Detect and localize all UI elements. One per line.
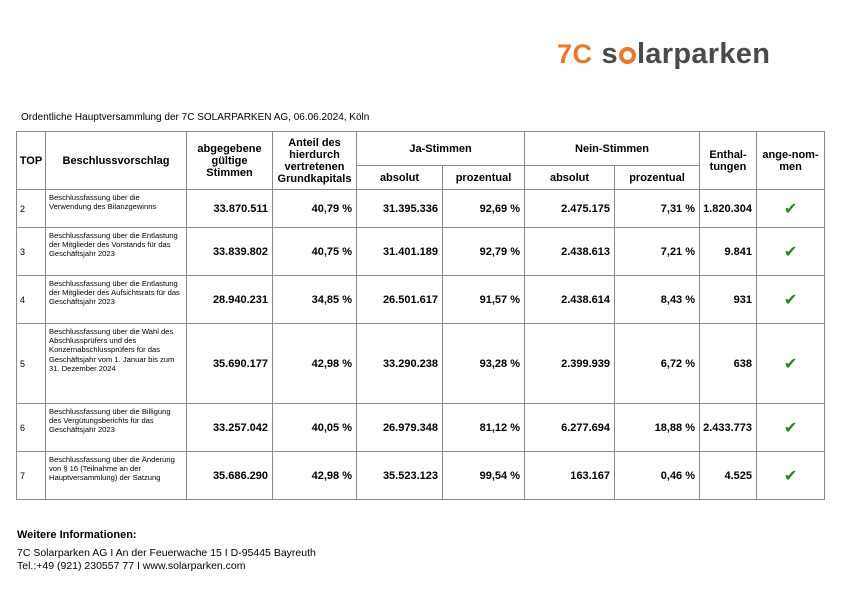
- check-icon: ✔: [757, 404, 825, 452]
- cell-share: 40,05 %: [273, 404, 357, 452]
- cell-no-percent: 6,72 %: [615, 324, 700, 404]
- header-resolution: Beschlussvorschlag: [46, 132, 187, 190]
- cell-abstentions: 4.525: [700, 452, 757, 500]
- cell-abstentions: 9.841: [700, 228, 757, 276]
- cell-yes-absolute: 33.290.238: [357, 324, 443, 404]
- company-address: 7C Solarparken AG I An der Feuerwache 15 I D-95445 Bayreuth: [17, 547, 316, 559]
- cell-yes-percent: 92,69 %: [443, 190, 525, 228]
- cell-yes-absolute: 35.523.123: [357, 452, 443, 500]
- cell-share: 40,79 %: [273, 190, 357, 228]
- header-no-absolute: absolut: [525, 166, 615, 190]
- info-heading: Weitere Informationen:: [17, 529, 137, 541]
- cell-yes-percent: 92,79 %: [443, 228, 525, 276]
- cell-no-percent: 7,21 %: [615, 228, 700, 276]
- cell-abstentions: 931: [700, 276, 757, 324]
- header-top: TOP: [17, 132, 46, 190]
- cell-share: 42,98 %: [273, 452, 357, 500]
- table-row: [17, 276, 825, 324]
- header-yes-votes: Ja-Stimmen: [357, 132, 525, 166]
- cell-votes-cast: 35.686.290: [187, 452, 273, 500]
- cell-yes-percent: 91,57 %: [443, 276, 525, 324]
- logo-number: 7C: [557, 38, 593, 69]
- header-yes-percent: prozentual: [443, 166, 525, 190]
- cell-share: 40,75 %: [273, 228, 357, 276]
- header-votes-cast: abgegebene gültige Stimmen: [187, 132, 273, 190]
- cell-no-absolute: 2.399.939: [525, 324, 615, 404]
- logo-wordmark: [602, 38, 771, 71]
- header-no-votes: Nein-Stimmen: [525, 132, 700, 166]
- cell-votes-cast: 33.839.802: [187, 228, 273, 276]
- header-abstentions: Enthal-tungen: [700, 132, 757, 190]
- cell-share: 34,85 %: [273, 276, 357, 324]
- header-no-percent: prozentual: [615, 166, 700, 190]
- cell-share: 42,98 %: [273, 324, 357, 404]
- logo-word-start: s: [601, 37, 618, 70]
- cell-no-absolute: 163.167: [525, 452, 615, 500]
- cell-votes-cast: 35.690.177: [187, 324, 273, 404]
- cell-no-percent: 7,31 %: [615, 190, 700, 228]
- cell-top: 6: [17, 404, 46, 452]
- cell-top: 7: [17, 452, 46, 500]
- cell-votes-cast: 28.940.231: [187, 276, 273, 324]
- meeting-caption: Ordentliche Hauptversammlung der 7C SOLARPARKEN AG, 06.06.2024, Köln: [21, 112, 370, 123]
- cell-abstentions: 1.820.304: [700, 190, 757, 228]
- cell-yes-absolute: 26.979.348: [357, 404, 443, 452]
- cell-resolution: Beschlussfassung über die Verwendung des Bilanzgewinns: [46, 190, 187, 228]
- company-logo: [557, 36, 770, 72]
- header-yes-absolute: absolut: [357, 166, 443, 190]
- table-row: [17, 324, 825, 404]
- cell-yes-percent: 81,12 %: [443, 404, 525, 452]
- company-contact: Tel.:+49 (921) 230557 77 I www.solarparken.com: [17, 560, 246, 572]
- cell-no-absolute: 6.277.694: [525, 404, 615, 452]
- cell-no-percent: 0,46 %: [615, 452, 700, 500]
- cell-no-absolute: 2.475.175: [525, 190, 615, 228]
- cell-votes-cast: 33.870.511: [187, 190, 273, 228]
- cell-top: 2: [17, 190, 46, 228]
- cell-yes-percent: 93,28 %: [443, 324, 525, 404]
- table-row: [17, 228, 825, 276]
- cell-abstentions: 638: [700, 324, 757, 404]
- sun-icon: [619, 47, 636, 64]
- cell-resolution: Beschlussfassung über die Wahl des Abschlussprüfers und des Konzernabschlussprüfers für das Geschäftsjahr vom 1. Januar bis zum 31. Dezember 2024: [46, 324, 187, 404]
- cell-no-percent: 18,88 %: [615, 404, 700, 452]
- header-share-capital: Anteil des hierdurch vertretenen Grundkapitals: [273, 132, 357, 190]
- cell-no-absolute: 2.438.614: [525, 276, 615, 324]
- check-icon: ✔: [757, 276, 825, 324]
- header-adopted: ange-nom-men: [757, 132, 825, 190]
- cell-resolution: Beschlussfassung über die Entlastung der Mitglieder des Vorstands für das Geschäftsjahr 2023: [46, 228, 187, 276]
- cell-no-percent: 8,43 %: [615, 276, 700, 324]
- cell-yes-percent: 99,54 %: [443, 452, 525, 500]
- cell-resolution: Beschlussfassung über die Änderung von § 16 (Teilnahme an der Hauptversammlung) der Satzung: [46, 452, 187, 500]
- logo-word-end: larparken: [636, 37, 771, 70]
- cell-votes-cast: 33.257.042: [187, 404, 273, 452]
- cell-no-absolute: 2.438.613: [525, 228, 615, 276]
- cell-resolution: Beschlussfassung über die Entlastung der Mitglieder des Aufsichtsrats für das Geschäftsjahr 2023: [46, 276, 187, 324]
- table-row: [17, 404, 825, 452]
- cell-top: 5: [17, 324, 46, 404]
- cell-abstentions: 2.433.773: [700, 404, 757, 452]
- table-row: [17, 452, 825, 500]
- check-icon: ✔: [757, 452, 825, 500]
- cell-yes-absolute: 26.501.617: [357, 276, 443, 324]
- voting-results-table: [16, 131, 825, 500]
- cell-top: 3: [17, 228, 46, 276]
- cell-yes-absolute: 31.401.189: [357, 228, 443, 276]
- check-icon: ✔: [757, 324, 825, 404]
- table-row: [17, 190, 825, 228]
- check-icon: ✔: [757, 190, 825, 228]
- cell-yes-absolute: 31.395.336: [357, 190, 443, 228]
- cell-resolution: Beschlussfassung über die Billigung des Vergütungsberichts für das Geschäftsjahr 2023: [46, 404, 187, 452]
- cell-top: 4: [17, 276, 46, 324]
- check-icon: ✔: [757, 228, 825, 276]
